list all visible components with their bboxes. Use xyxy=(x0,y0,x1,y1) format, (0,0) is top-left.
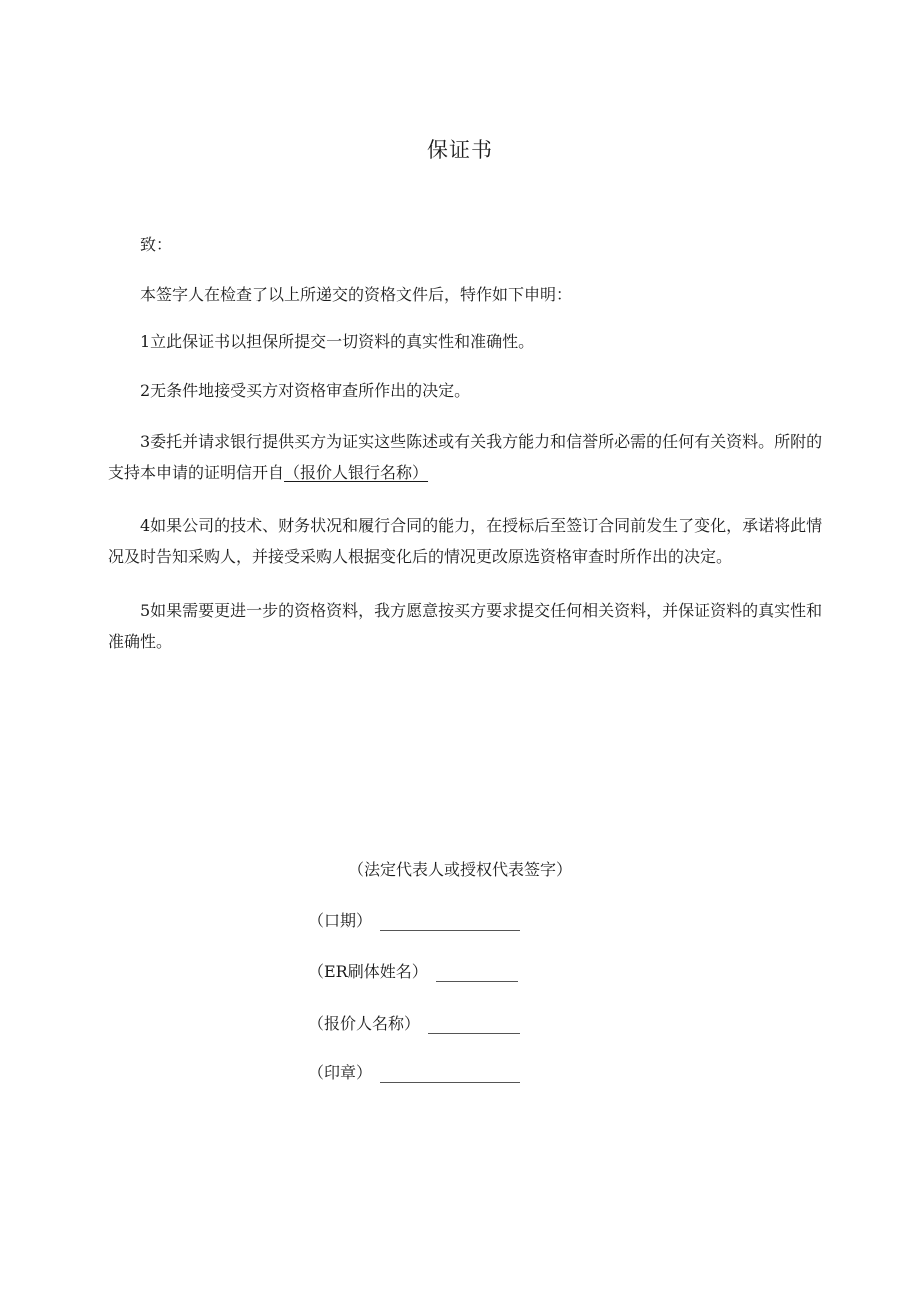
bidder-name-line[interactable] xyxy=(428,1019,520,1034)
item-1: 1立此保证书以担保所提交一切资料的真实性和准确性。 xyxy=(140,332,535,351)
document-title: 保证书 xyxy=(427,138,493,162)
intro-paragraph: 本签字人在检查了以上所递交的资格文件后，特作如下申明： xyxy=(140,285,573,304)
item-3 xyxy=(108,426,828,488)
bidder-name-label: （报价人名称） xyxy=(308,1014,421,1033)
print-name-label: （ER刷体姓名） xyxy=(308,962,428,981)
bank-name-placeholder: （报价人银行名称） xyxy=(284,463,429,482)
date-line[interactable] xyxy=(380,916,520,931)
print-name-line[interactable] xyxy=(436,967,518,982)
print-name-row xyxy=(308,959,518,982)
signature-heading: （法定代表人或授权代表签字） xyxy=(347,860,572,879)
item-2: 2无条件地接受买方对资格审查所作出的决定。 xyxy=(140,381,471,400)
salutation: 致： xyxy=(140,235,173,254)
item-3-text: 3委托并请求银行提供买方为证实这些陈述或有关我方能力和信誉所必需的任何有关资料。所附的支持本申请的证明信开自 xyxy=(108,432,823,482)
seal-line[interactable] xyxy=(380,1068,520,1083)
seal-label: （印章） xyxy=(308,1063,373,1082)
date-label: （口期） xyxy=(308,911,373,930)
bidder-name-row xyxy=(308,1011,520,1034)
item-4: 4如果公司的技术、财务状况和履行合同的能力，在授标后至签订合同前发生了变化，承诺将此情况及时告知采购人，并接受采购人根据变化后的情况更改原选资格审查时所作出的决定。 xyxy=(108,516,823,566)
item-5: 5如果需要更进一步的资格资料，我方愿意按买方要求提交任何相关资料，并保证资料的真实性和准确性。 xyxy=(108,601,823,651)
date-row xyxy=(308,908,520,931)
seal-row xyxy=(308,1060,520,1083)
